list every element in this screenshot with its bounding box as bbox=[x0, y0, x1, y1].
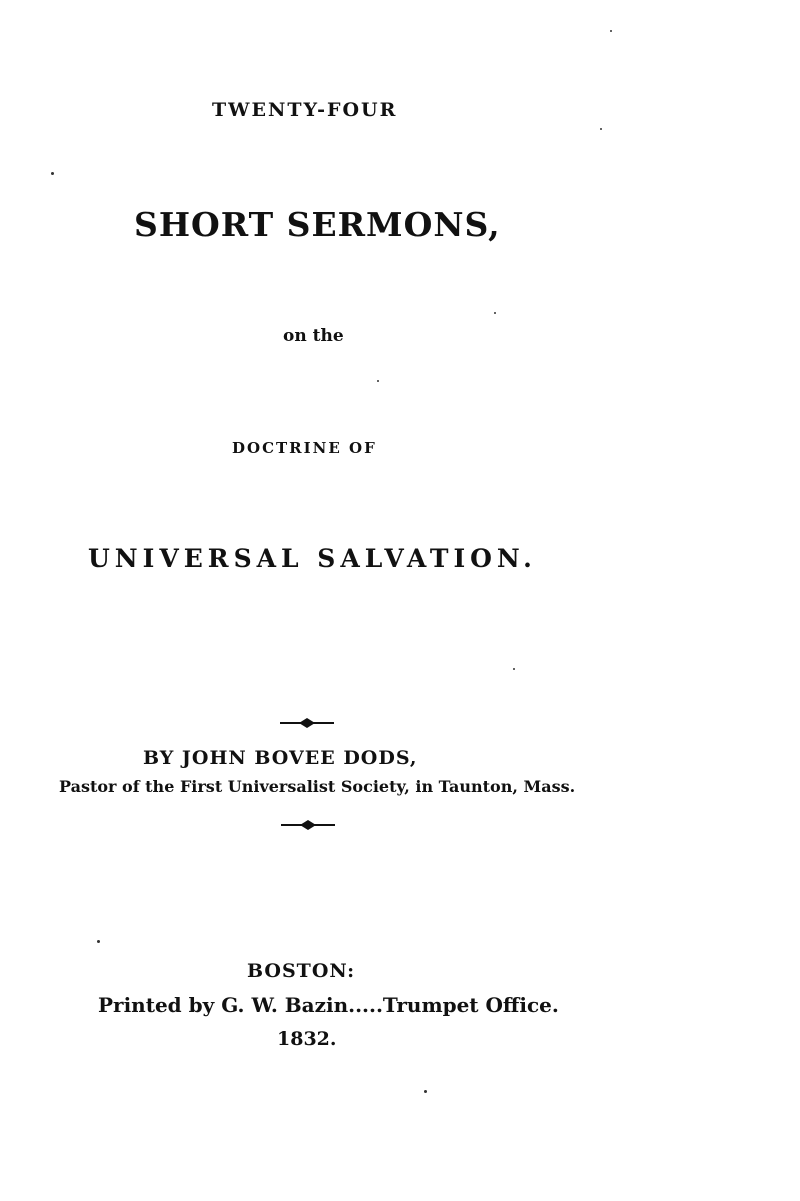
scan-speck bbox=[494, 312, 496, 314]
scan-speck bbox=[97, 940, 100, 943]
title-line-twenty-four: TWENTY-FOUR bbox=[212, 99, 398, 121]
scan-speck bbox=[600, 128, 602, 130]
scan-speck bbox=[377, 380, 379, 382]
imprint-printer: Printed by G. W. Bazin.....Trumpet Office. bbox=[98, 993, 559, 1017]
scan-speck bbox=[610, 30, 612, 32]
diamond-rule-ornament-icon bbox=[281, 819, 335, 831]
main-title: SHORT SERMONS, bbox=[134, 205, 501, 244]
subtitle-doctrine: DOCTRINE OF bbox=[232, 439, 377, 457]
scan-speck bbox=[513, 668, 515, 670]
scan-speck bbox=[424, 1090, 427, 1093]
diamond-rule-ornament-icon bbox=[280, 717, 334, 729]
subtitle-universal-salvation: UNIVERSAL SALVATION. bbox=[88, 544, 537, 573]
title-connector: on the bbox=[283, 326, 344, 346]
author-byline: BY JOHN BOVEE DODS, bbox=[143, 747, 418, 769]
author-role: Pastor of the First Universalist Society, in Taunton, Mass. bbox=[59, 777, 576, 796]
scan-speck bbox=[51, 172, 54, 175]
imprint-year: 1832. bbox=[277, 1028, 337, 1050]
imprint-city: BOSTON: bbox=[247, 960, 356, 982]
